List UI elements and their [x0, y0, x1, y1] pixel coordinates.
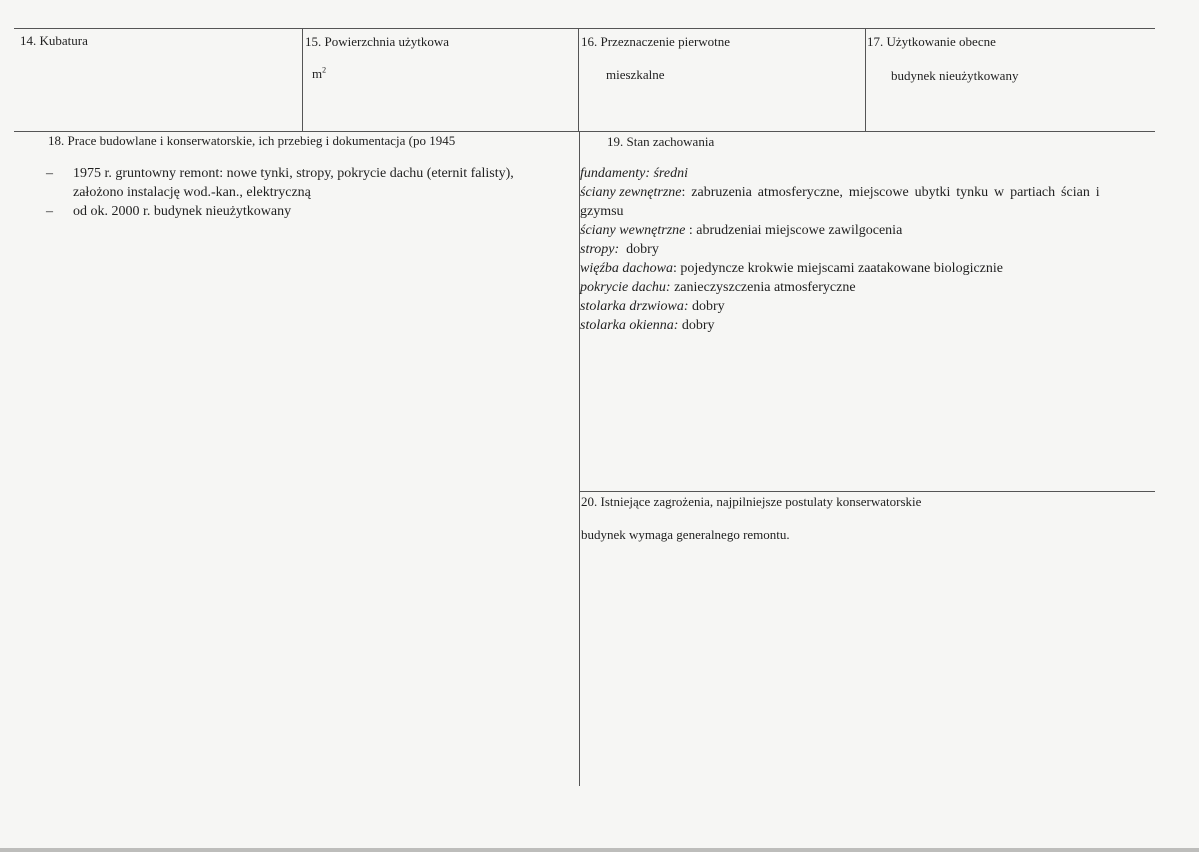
divider-17 [865, 28, 866, 132]
stan-term: stolarka drzwiowa: [580, 299, 689, 314]
kubatura-label: 14. Kubatura [20, 33, 88, 48]
powierzchnia-label: 15. Powierzchnia użytkowa [305, 34, 450, 49]
prace-label: 18. Prace budowlane i konserwatorskie, ich przebieg i dokumentacja (po 1945 [48, 133, 456, 148]
zagrozenia-label: 20. Istniejące zagrożenia, najpilniejsze postulaty konserwatorskie [581, 494, 922, 509]
stan-term: stropy: [580, 242, 620, 257]
stan-desc: dobry [688, 299, 725, 314]
stan-item [580, 261, 1003, 278]
prace-item: od ok. 2000 r. budynek nieużytkowany [73, 204, 292, 219]
bottom-edge [0, 848, 1199, 852]
stan-desc: dobry [619, 242, 659, 257]
prace-item: 1975 r. gruntowny remont: nowe tynki, stropy, pokrycie dachu (eternit falisty), [73, 166, 514, 181]
unit-exponent: 2 [322, 65, 327, 75]
stan-item [580, 166, 688, 183]
prace-item-continued: założono instalację wod.-kan., elektryczną [73, 185, 311, 200]
stan-item [580, 242, 659, 259]
stan-desc: : zabruzenia atmosferyczne, miejscowe ubytki tynku w partiach ścian i [681, 185, 1100, 200]
stan-desc: : abrudzeniai miejscowe zawilgocenia [685, 223, 903, 238]
stan-item [580, 204, 624, 221]
unit-base: m [312, 66, 323, 81]
stan-desc: dobry [678, 318, 715, 333]
stan-item [580, 280, 856, 297]
top-rule [14, 28, 1155, 29]
uzytkowanie-label: 17. Użytkowanie obecne [867, 34, 996, 49]
divider-16 [578, 28, 579, 132]
stan-item [580, 299, 725, 316]
stan-item [580, 223, 902, 240]
stan-label: 19. Stan zachowania [607, 134, 715, 149]
przeznaczenie-label: 16. Przeznaczenie pierwotne [581, 34, 731, 49]
stan-term: pokrycie dachu: [580, 280, 671, 295]
stan-item [580, 185, 1100, 202]
uzytkowanie-value: budynek nieużytkowany [891, 68, 1019, 83]
zagrozenia-value: budynek wymaga generalnego remontu. [581, 527, 790, 542]
stan-term: stolarka okienna: [580, 318, 679, 333]
stan-desc: : pojedyncze krokwie miejscami zaatakowane biologicznie [672, 261, 1003, 276]
stan-term: ściany wewnętrzne [580, 223, 686, 238]
row1-bottom-rule [14, 131, 1155, 132]
stan-item [580, 318, 715, 335]
prace-item-dash: – [46, 166, 53, 181]
stan-term: ściany zewnętrzne [580, 185, 682, 200]
stan-term: więźba dachowa [580, 261, 673, 276]
powierzchnia-unit [312, 66, 326, 82]
zagrozenia-top-rule [579, 491, 1155, 492]
prace-item-dash: – [46, 204, 53, 219]
stan-desc: zanieczyszczenia atmosferyczne [670, 280, 856, 295]
przeznaczenie-value: mieszkalne [606, 67, 665, 82]
stan-desc: gzymsu [580, 204, 624, 219]
divider-15 [302, 28, 303, 132]
stan-term: fundamenty: średni [580, 166, 688, 181]
